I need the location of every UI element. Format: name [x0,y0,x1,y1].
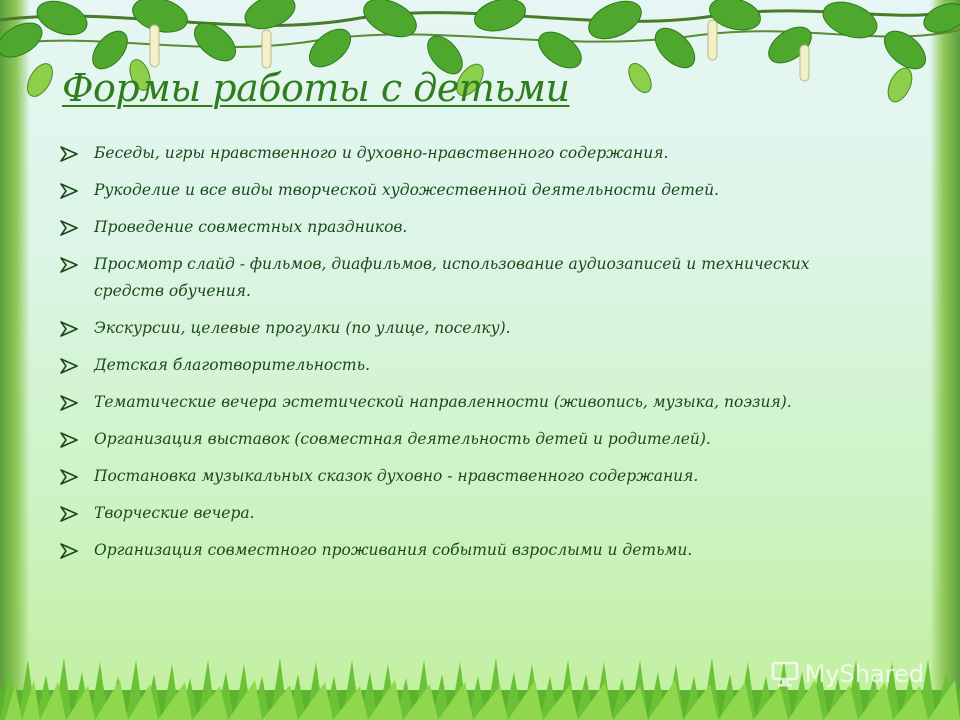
list-item-text: Постановка музыкальных сказок духовно - нравственного содержания. [94,467,699,485]
list-item [58,140,878,167]
list-item-text: Творческие вечера. [94,504,255,522]
arrowhead-bullet-icon [60,257,78,273]
list-item-text: Экскурсии, целевые прогулки (по улице, поселку). [94,319,511,337]
arrowhead-bullet-icon [60,543,78,559]
arrowhead-bullet-icon [60,321,78,337]
arrowhead-bullet-icon [60,506,78,522]
list-item-text: Организация совместного проживания событий взрослыми и детьми. [94,541,693,559]
arrowhead-bullet-icon [60,183,78,199]
activity-list [58,140,878,574]
list-item [58,315,878,342]
list-item [58,537,878,564]
list-item [58,251,878,305]
arrowhead-bullet-icon [60,395,78,411]
slide-title: Формы работы с детьми [62,66,570,110]
arrowhead-bullet-icon [60,358,78,374]
leaf-canopy-decoration [0,0,960,130]
list-item [58,389,878,416]
watermark [771,660,924,688]
list-item-text: Беседы, игры нравственного и духовно-нравственного содержания. [94,144,669,162]
list-item-text: Рукоделие и все виды творческой художественной деятельности детей. [94,181,719,199]
list-item-text: Организация выставок (совместная деятельность детей и родителей). [94,430,711,448]
list-item [58,177,878,204]
list-item-text: Просмотр слайд - фильмов, диафильмов, использование аудиозаписей и технических средств обучения. [94,255,810,300]
list-item-text: Детская благотворительность. [94,356,370,374]
monitor-icon [771,660,799,688]
arrowhead-bullet-icon [60,469,78,485]
watermark-text: MyShared [804,660,924,688]
list-item [58,352,878,379]
list-item [58,500,878,527]
list-item [58,463,878,490]
arrowhead-bullet-icon [60,220,78,236]
list-item [58,214,878,241]
arrowhead-bullet-icon [60,146,78,162]
list-item-text: Тематические вечера эстетической направленности (живопись, музыка, поэзия). [94,393,792,411]
arrowhead-bullet-icon [60,432,78,448]
list-item [58,426,878,453]
list-item-text: Проведение совместных праздников. [94,218,408,236]
